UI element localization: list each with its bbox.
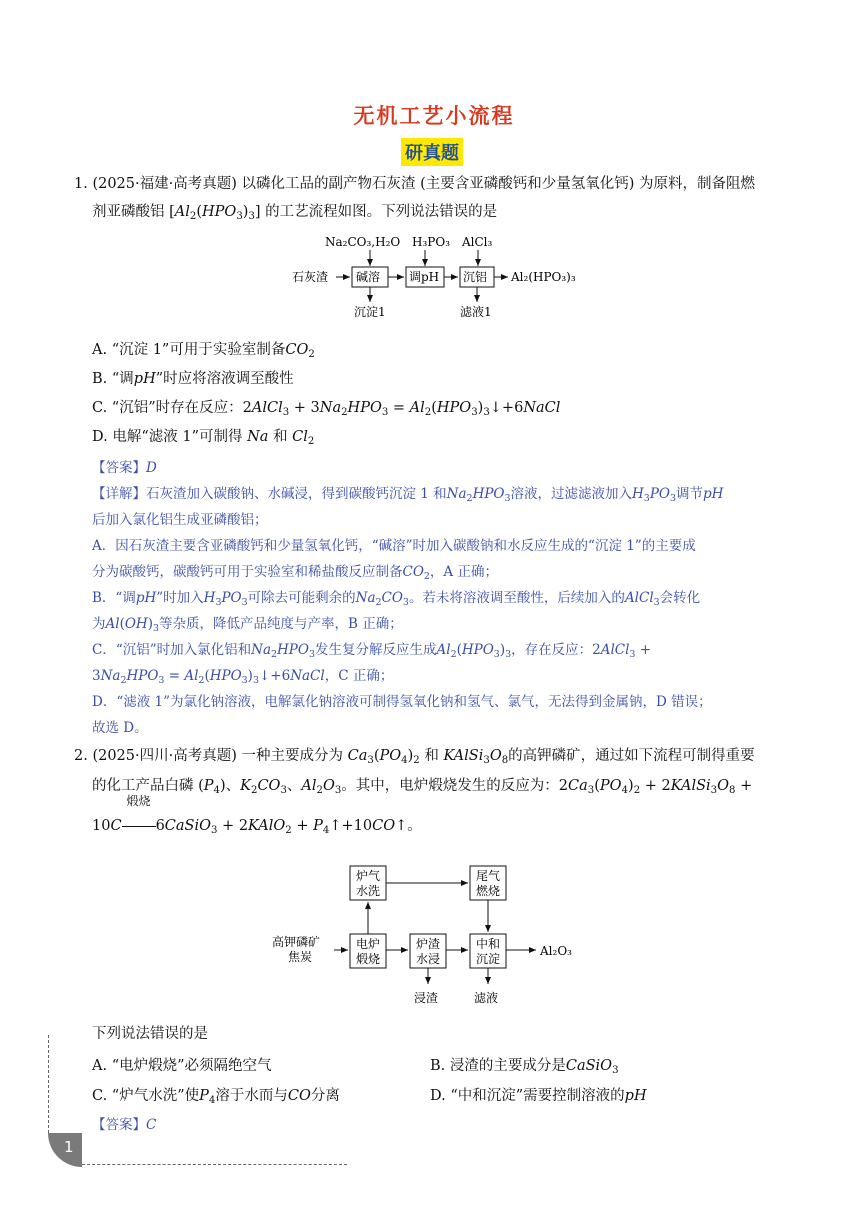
q1-option-c[interactable]: C. “沉铝”时存在反应：2AlCl$_3$ + $3Na_2HPO_3$ = $Al_2(HPO_3)_3↓+6NaCl$ xyxy=(92,400,561,418)
q1-stem-line2: 剂亚磷酸铝 $[Al_2(HPO_3)_3]$ 的工艺流程如图。下列说法错误的是 xyxy=(92,204,498,222)
svg-text:Al₂O₃: Al₂O₃ xyxy=(540,944,572,958)
q1-out1: 沉淀1 xyxy=(354,305,386,319)
q1-reagent1: Na₂CO₃,H₂O xyxy=(325,235,401,249)
page-title: 无机工艺小流程 xyxy=(353,103,515,128)
page-number: 1 xyxy=(64,1138,74,1156)
svg-text:水浸: 水浸 xyxy=(416,952,441,966)
q1-box3-label: 沉铝 xyxy=(463,270,488,284)
q2-option-d[interactable]: D. “中和沉淀”需要控制溶液的pH xyxy=(430,1088,647,1104)
svg-text:滤液: 滤液 xyxy=(474,991,499,1005)
q1-answer: 【答案】D xyxy=(92,460,157,476)
svg-text:中和: 中和 xyxy=(476,937,501,951)
section-subtitle: 研真题 xyxy=(401,138,463,166)
q2-in1: 高钾磷矿 xyxy=(272,935,321,949)
q2-question: 下列说法错误的是 xyxy=(92,1026,208,1042)
q2-option-b[interactable]: B. 浸渣的主要成分是CaSiO$_3$ xyxy=(430,1058,619,1076)
svg-text:沉淀: 沉淀 xyxy=(476,952,501,966)
q1-box2-label: 调pH xyxy=(409,270,440,284)
q1-option-d[interactable]: D. 电解“滤液 1”可制得 Na 和 $Cl_2$ xyxy=(92,429,315,447)
q2-answer: 【答案】C xyxy=(92,1117,157,1133)
q1-option-a[interactable]: A. “沉淀 1”可用于实验室制备$CO_2$ xyxy=(92,342,315,360)
q2-option-a[interactable]: A. “电炉煅烧”必须隔绝空气 xyxy=(92,1058,272,1074)
q2-option-c[interactable]: C. “炉气水洗”使$P_4$溶于水而与CO分离 xyxy=(92,1088,340,1106)
q2-stem-line3: 10C 煅烧 6CaSiO$_3$ + 2KAlO$_2$ + $P_4↑+10CO↑$。 xyxy=(92,794,422,836)
q1-detail: 【详解】石灰渣加入碳酸钠、水碱浸，得到碳酸钙沉淀 1 和$Na_2HPO_3$溶液，过滤滤液加入$H_3PO_3$调节pH 后加入氯化铝生成亚磷酸铝； A．因石灰渣主要含亚磷酸钙和少量氢氧化钙，“碱溶”时加入碳酸钠和水反应生成的“沉淀 1”的主要成 分为碳酸钙，碳酸钙可用于实验室和稀盐酸反应制备$CO_2$，A 正确； B．“调pH”时加入$H_3PO_3$可除去可能剩余的$Na_2CO_3$。若未将溶液调至酸性，后续加入的AlCl$_3$会转化 为$Al(OH)_3$等杂质，降低产品纯度与产率，B 正确； C．“沉铝”时加入氯化铝和$Na_2HPO_3$发生复分解反应生成$Al_2(HPO_3)_3$，存在反应：2AlCl$_3$ + $3Na_2HPO_3$ = $Al_2(HPO_3)_3↓+6NaCl$，C 正确； D．“滤液 1”为氯化钠溶液，电解氯化钠溶液可制得氢氧化钠和氢气、氯气，无法得到金属钠，D 错误； 故选 D。 xyxy=(92,486,724,736)
q1-output: Al₂(HPO₃)₃ xyxy=(511,270,576,284)
svg-text:尾气: 尾气 xyxy=(476,869,501,883)
q1-reagent2: H₃PO₃ xyxy=(412,235,450,249)
q1-stem-line1: 1. (2025·福建·高考真题) 以磷化工品的副产物石灰渣 (主要含亚磷酸钙和少量氢氧化钙) 为原料，制备阻燃 xyxy=(74,176,756,192)
q1-flow-diagram xyxy=(290,230,600,325)
svg-text:电炉: 电炉 xyxy=(356,937,381,951)
svg-text:水洗: 水洗 xyxy=(356,884,381,898)
svg-text:炉气: 炉气 xyxy=(356,869,381,883)
svg-text:燃烧: 燃烧 xyxy=(476,884,501,898)
q1-out2: 滤液1 xyxy=(460,305,492,319)
svg-text:炉渣: 炉渣 xyxy=(416,937,441,951)
q2-stem-line2: 的化工产品白磷 $(P_4)$、$K_2CO_3$、$Al_2O_3$。其中，电炉煅烧发生的反应为：$2Ca_3(PO_4)_2$ + $2KAlSi_3O_8$ + xyxy=(92,778,753,796)
q1-box1-label: 碱溶 xyxy=(356,270,381,284)
q2-flow-diagram xyxy=(266,860,606,1010)
q2-in2: 焦炭 xyxy=(288,950,313,964)
page-border-dash xyxy=(48,1035,49,1133)
svg-text:煅烧: 煅烧 xyxy=(356,952,381,966)
q1-input: 石灰渣 xyxy=(292,270,329,284)
q1-reagent3: AlCl₃ xyxy=(462,235,493,249)
svg-text:浸渣: 浸渣 xyxy=(414,991,439,1005)
q2-stem-line1: 2. (2025·四川·高考真题) 一种主要成分为 $Ca_3(PO_4)_2$ 和 $KAlSi_3O_8$的高钾磷矿，通过如下流程可制得重要 xyxy=(74,748,755,766)
q1-option-b[interactable]: B. “调pH”时应将溶液调至酸性 xyxy=(92,371,294,387)
footer-dash-line xyxy=(82,1164,347,1165)
